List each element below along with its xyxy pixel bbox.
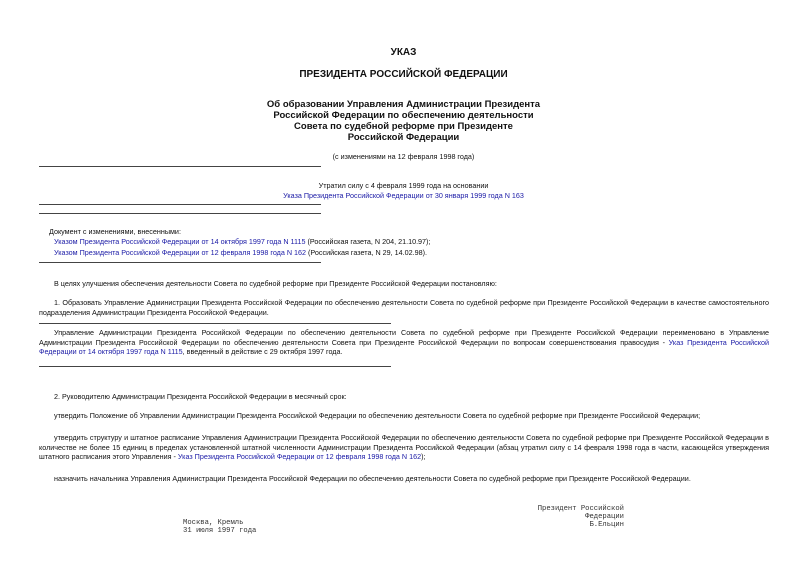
change-item [54, 248, 427, 258]
divider [39, 204, 321, 205]
place-date [183, 519, 256, 535]
doc-title-line: Российской Федерации по обеспечению деятельности [273, 110, 534, 121]
doc-heading: УКАЗ [390, 47, 417, 58]
change-source: (Российская газета, N 204, 21.10.97); [305, 237, 431, 246]
signing-date: 31 июля 1997 года [183, 527, 257, 535]
divider [39, 262, 321, 263]
divider [39, 166, 321, 167]
changes-intro: Документ с изменениями, внесенными: [49, 227, 181, 236]
revision-note: (с изменениями на 12 февраля 1998 года) [332, 152, 475, 161]
doc-title-line: Российской Федерации [347, 132, 460, 143]
paragraph-2a: утвердить Положение об Управлении Администрации Президента Российской Федерации по обеспечению деятельности Совета по судебной реформе при Президенте Российской Федерации; [54, 411, 701, 420]
invalidation-text: Утратил силу с 4 февраля 1999 года на основании [318, 181, 489, 190]
change-item [54, 237, 430, 247]
signature-position: Президент Российской Федерации [537, 505, 624, 521]
note-1-text: Управление Администрации Президента Российской Федерации по обеспечению деятельности Совета по судебной реформе при Президенте Российской Федерации переименовано в Управление Администрации Президента Российской Федерации по обеспечению деятельности Совета при Президенте Российской Федерации по вопросам совершенствования правосудия - [39, 328, 769, 347]
doc-title-line: Об образовании Управления Администрации Президента [266, 99, 541, 110]
paragraph-2b-tail: ); [421, 452, 426, 461]
divider [39, 323, 391, 324]
paragraph-1: 1. Образовать Управление Администрации Президента Российской Федерации по обеспечению деятельности Совета по судебной реформе при Президенте Российской Федерации в качестве самостоятельного подразделения Администрации Президента Российской Федерации. [39, 298, 769, 317]
signature [500, 505, 624, 529]
signing-place: Москва, Кремль [183, 519, 244, 527]
invalidation-line [0, 191, 807, 201]
doc-title-line: Совета по судебной реформе при Президенте [294, 121, 513, 132]
divider [39, 213, 321, 214]
paragraph-2b-link[interactable]: Указ Президента Российской Федерации от 12 февраля 1998 года N 162 [177, 452, 422, 461]
doc-issuer: ПРЕЗИДЕНТА РОССИЙСКОЙ ФЕДЕРАЦИИ [299, 69, 508, 80]
change-link[interactable]: Указом Президента Российской Федерации от 12 февраля 1998 года N 162 [54, 248, 307, 257]
paragraph-2c: назначить начальника Управления Администрации Президента Российской Федерации по обеспечению деятельности Совета по судебной реформе при Президенте Российской Федерации. [54, 474, 691, 483]
preamble: В целях улучшения обеспечения деятельности Совета по судебной реформе при Президенте Российской Федерации постановляю: [54, 279, 497, 288]
invalidation-link[interactable]: Указа Президента Российской Федерации от 30 января 1999 года N 163 [283, 191, 524, 200]
divider [39, 366, 391, 367]
paragraph-2b [39, 433, 769, 462]
note-1 [39, 328, 769, 357]
change-source: (Российская газета, N 29, 14.02.98). [306, 248, 427, 257]
note-1-tail: , введенный в действие с 29 октября 1997 года. [182, 347, 343, 356]
doc-title [0, 99, 807, 143]
paragraph-2b-text: утвердить структуру и штатное расписание Управления Администрации Президента Российской Федерации по обеспечению деятельности Совета по судебной реформе при Президенте Российской Федерации в количестве не более 15 единиц в пределах установленной штатной численности Администрации Президента Российской Федерации (абзац утратил силу с 14 февраля 1998 года в части, касающейся утверждения штатного расписания этого Управления - [39, 433, 769, 461]
note-1-link[interactable]: Указ Президента Российской Федерации от 14 октября 1997 года N 1115 [39, 337, 769, 356]
change-link[interactable]: Указом Президента Российской Федерации от 14 октября 1997 года N 1115 [54, 237, 306, 246]
signature-name: Б.Ельцин [589, 521, 624, 529]
paragraph-2: 2. Руководителю Администрации Президента Российской Федерации в месячный срок: [54, 392, 347, 401]
